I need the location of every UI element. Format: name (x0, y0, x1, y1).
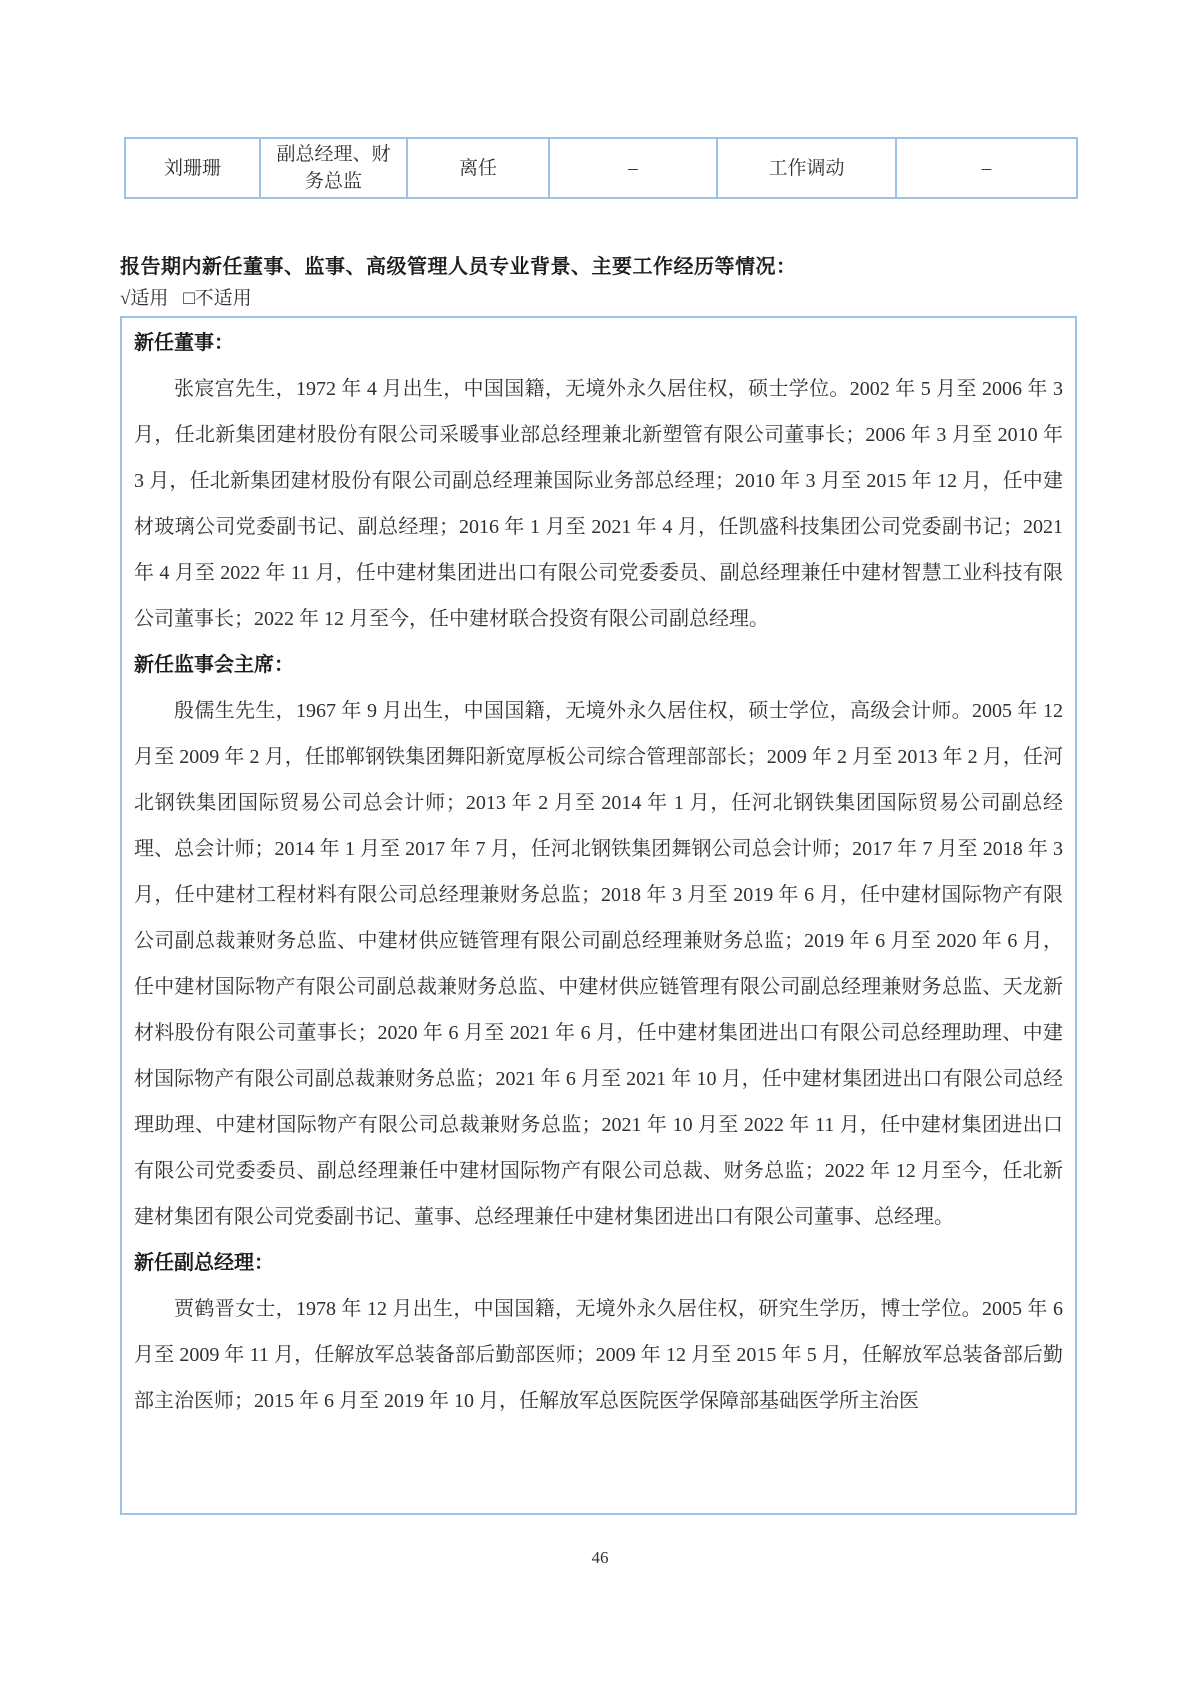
applicability-line (120, 283, 262, 310)
bio-paragraph-zhang-chengong: 张宸宫先生，1972 年 4 月出生，中国国籍，无境外永久居住权，硕士学位。2002 年 5 月至 2006 年 3 月，任北新集团建材股份有限公司采暖事业部总经理兼北新塑管有限公司董事长；2006 年 3 月至 2010 年 3 月，任北新集团建材股份有限公司副总经理兼国际业务部总经理；2010 年 3 月至 2015 年 12 月，任中建材玻璃公司党委副书记、副总经理；2016 年 1 月至 2021 年 4 月，任凯盛科技集团公司党委副书记；2021 年 4 月至 2022 年 11 月，任中建材集团进出口有限公司党委委员、副总经理兼任中建材智慧工业科技有限公司董事长；2022 年 12 月至今，任中建材联合投资有限公司副总经理。 (134, 378, 1063, 630)
personnel-change-table (124, 137, 1078, 199)
cell-position: 副总经理、财务总监 (260, 138, 407, 198)
not-applicable-option: □不适用 (183, 288, 252, 309)
subsection-title-new-director: 新任董事： (134, 332, 234, 354)
cell-note: – (896, 138, 1077, 198)
applicable-option: √适用 (120, 288, 169, 309)
subsection-title-new-supervisory-chairman: 新任监事会主席： (134, 654, 294, 676)
section-heading: 报告期内新任董事、监事、高级管理人员专业背景、主要工作经历等情况： (120, 256, 797, 278)
cell-reason: 工作调动 (717, 138, 896, 198)
cell-name: 刘珊珊 (125, 138, 260, 198)
subsection-title-new-deputy-general-manager: 新任副总经理： (134, 1252, 274, 1274)
cell-date: – (549, 138, 717, 198)
page-number: 46 (591, 1548, 609, 1567)
bio-paragraph-jia-hejin: 贾鹤晋女士，1978 年 12 月出生，中国国籍，无境外永久居住权，研究生学历，博士学位。2005 年 6 月至 2009 年 11 月，任解放军总装备部后勤部医师；2009 年 12 月至 2015 年 5 月，任解放军总装备部后勤部主治医师；2015 年 6 月至 2019 年 10 月，任解放军总医院医学保障部基础医学所主治医 (134, 1298, 1063, 1412)
table-row (125, 138, 1077, 198)
bio-paragraph-yin-rusheng: 殷儒生先生，1967 年 9 月出生，中国国籍，无境外永久居住权，硕士学位，高级会计师。2005 年 12 月至 2009 年 2 月，任邯郸钢铁集团舞阳新宽厚板公司综合管理部部长；2009 年 2 月至 2013 年 2 月，任河北钢铁集团国际贸易公司总会计师；2013 年 2 月至 2014 年 1 月，任河北钢铁集团国际贸易公司副总经理、总会计师；2014 年 1 月至 2017 年 7 月，任河北钢铁集团舞钢公司总会计师；2017 年 7 月至 2018 年 3 月，任中建材工程材料有限公司总经理兼财务总监；2018 年 3 月至 2019 年 6 月，任中建材国际物产有限公司副总裁兼财务总监、中建材供应链管理有限公司副总经理兼财务总监；2019 年 6 月至 2020 年 6 月，任中建材国际物产有限公司副总裁兼财务总监、中建材供应链管理有限公司副总经理兼财务总监、天龙新材料股份有限公司董事长；2020 年 6 月至 2021 年 6 月，任中建材集团进出口有限公司总经理助理、中建材国际物产有限公司副总裁兼财务总监；2021 年 6 月至 2021 年 10 月，任中建材集团进出口有限公司总经理助理、中建材国际物产有限公司总裁兼财务总监；2021 年 10 月至 2022 年 11 月，任中建材集团进出口有限公司党委委员、副总经理兼任中建材国际物产有限公司总裁、财务总监；2022 年 12 月至今，任北新建材集团有限公司党委副书记、董事、总经理兼任中建材集团进出口有限公司董事、总经理。 (134, 700, 1063, 1228)
biography-box (120, 316, 1077, 1515)
cell-change-type: 离任 (407, 138, 549, 198)
